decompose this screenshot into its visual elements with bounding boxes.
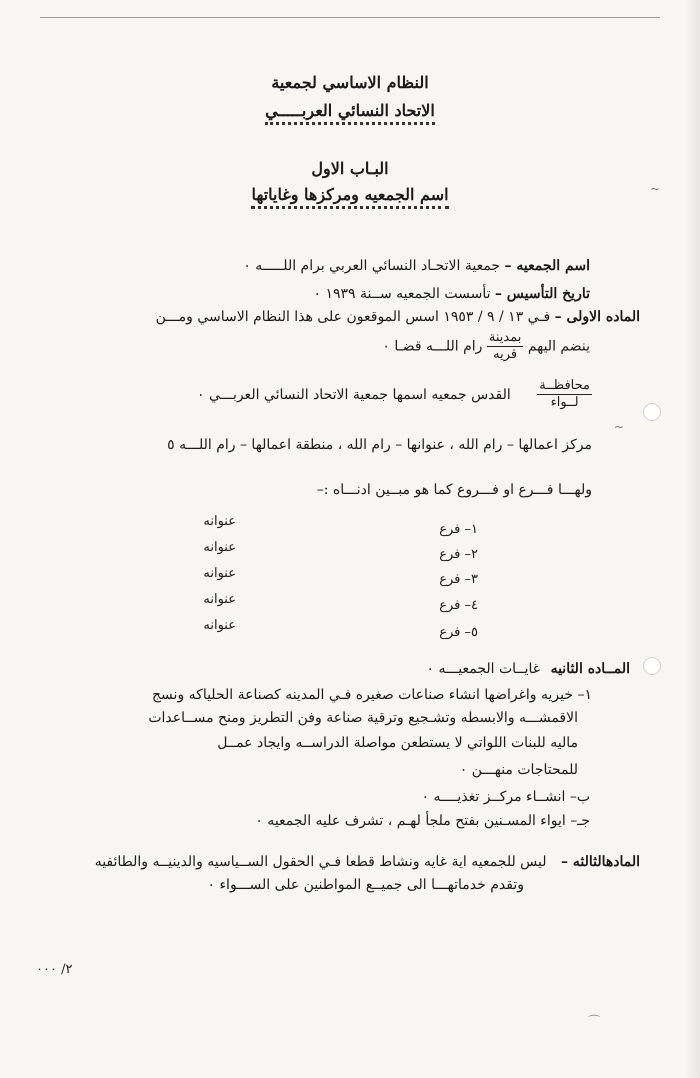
branch-name: ٣– فرع [439, 572, 478, 587]
header-line2: الاتحاد النسائي العربـــــي [265, 102, 435, 125]
city-option: بمدينة [488, 330, 522, 345]
article2-c: جـ– ايواء المسـنين بفتح ملجأ لهـم ، تشرف عليه الجمعيه ٠ [255, 813, 590, 829]
article2-title: غايــات الجمعيـــه ٠ [426, 661, 541, 677]
founded-label: تاريخ التأسيس – [494, 286, 590, 302]
branches-intro: ولهـــا فـــرع او فـــروع كما هو مبــين ادنـــاه :– [316, 482, 592, 498]
article1-cont-b: رام اللـــه قضـا ٠ [382, 338, 483, 355]
article3-line2: وتقدم خدماتهـــا الى جميــع المواطنين على الســـواء ٠ [207, 877, 524, 893]
margin-mark: ⌒ [588, 1014, 601, 1028]
branch-address: عنوانه [203, 592, 236, 607]
article2-a-line1: ١– خيريه واغراضها انشاء صناعات صغيره فـي المدينه كصناعة الحلياكه ونسج [152, 687, 592, 703]
branch-name: ١– فرع [439, 522, 478, 537]
village-option: قريه [493, 347, 518, 362]
name-value: جمعية الاتحـاد النسائي العربي برام اللـــــه ٠ [243, 258, 501, 274]
article1-value: فـي ١٣ / ٩ / ١٩٥٣ اسس الموقعون على هذا النظام الاساسي ومـــن [155, 309, 551, 325]
margin-mark: ~ [650, 182, 661, 196]
branch-name: ٥– فرع [439, 625, 478, 640]
branch-name: ٤– فرع [439, 598, 478, 613]
center-row: مركز اعمالها – رام الله ، عنوانها – رام الله ، منطقة اعمالها – رام اللـــه ٥ [167, 437, 592, 453]
article1-row [156, 308, 640, 326]
article2-heading [426, 660, 630, 678]
article2-a-line2: الاقمشـــه والابسطه وتشـجيع وترقية صناعة وفن التطريز ومنح مســاعدات [148, 710, 578, 726]
article3-label: المادهالثالثه – [560, 854, 640, 870]
city-village-choice [487, 330, 523, 363]
article2-label: المــاده الثانيه [550, 661, 630, 677]
header-line1: النظام الاساسي لجمعية [271, 73, 429, 92]
district-option: لــواء [550, 395, 579, 410]
article2-b: ب– انشــاء مركــز تغذيــــه ٠ [421, 789, 590, 805]
article3-line1: ليس للجمعيه اية غايه ونشاط قطعا فـي الحقول الســياسيه والدينيــه والطائفيه [94, 854, 547, 870]
article2-a-line3: ماليه للبنات اللواتي لا يستطعن مواصلة الدراســه وايجاد عمــل [217, 735, 578, 751]
chapter-title: البـاب الاول [311, 159, 389, 178]
branch-address: عنوانه [203, 566, 236, 581]
branch-address: عنوانه [203, 514, 236, 529]
founded-row [314, 285, 591, 303]
header-line2-wrap [0, 102, 700, 125]
branch-name: ٢– فرع [439, 547, 478, 562]
article3-row [95, 853, 640, 871]
founded-value: تأسست الجمعيه ســنة ١٩٣٩ ٠ [313, 286, 491, 302]
punch-hole [643, 403, 661, 421]
page-number: ٢/ ٠٠٠ [36, 962, 73, 977]
article1-label: الماده الاولى – [554, 309, 640, 325]
chapter-subtitle: اسم الجمعيه ومركزها وغاياتها [251, 186, 448, 209]
governorate-choice [537, 378, 592, 411]
punch-hole [643, 657, 661, 675]
margin-mark: ~ [614, 420, 625, 434]
governorate-text: القدس جمعيه اسمها جمعية الاتحاد النسائي العربـــي ٠ [196, 386, 511, 403]
branch-address: عنوانه [203, 540, 236, 555]
name-row [243, 257, 590, 275]
governorate-row [197, 378, 592, 411]
chapter-subtitle-wrap [0, 186, 700, 209]
name-label: اسم الجمعيه – [504, 258, 590, 274]
branch-address: عنوانه [203, 618, 236, 633]
article2-a-line4: للمحتاجات منهـــن ٠ [459, 762, 578, 778]
governorate-option: محافظــة [539, 378, 590, 393]
article1-continuation [382, 330, 590, 363]
article1-cont-a: ينضم اليهم [527, 338, 590, 355]
